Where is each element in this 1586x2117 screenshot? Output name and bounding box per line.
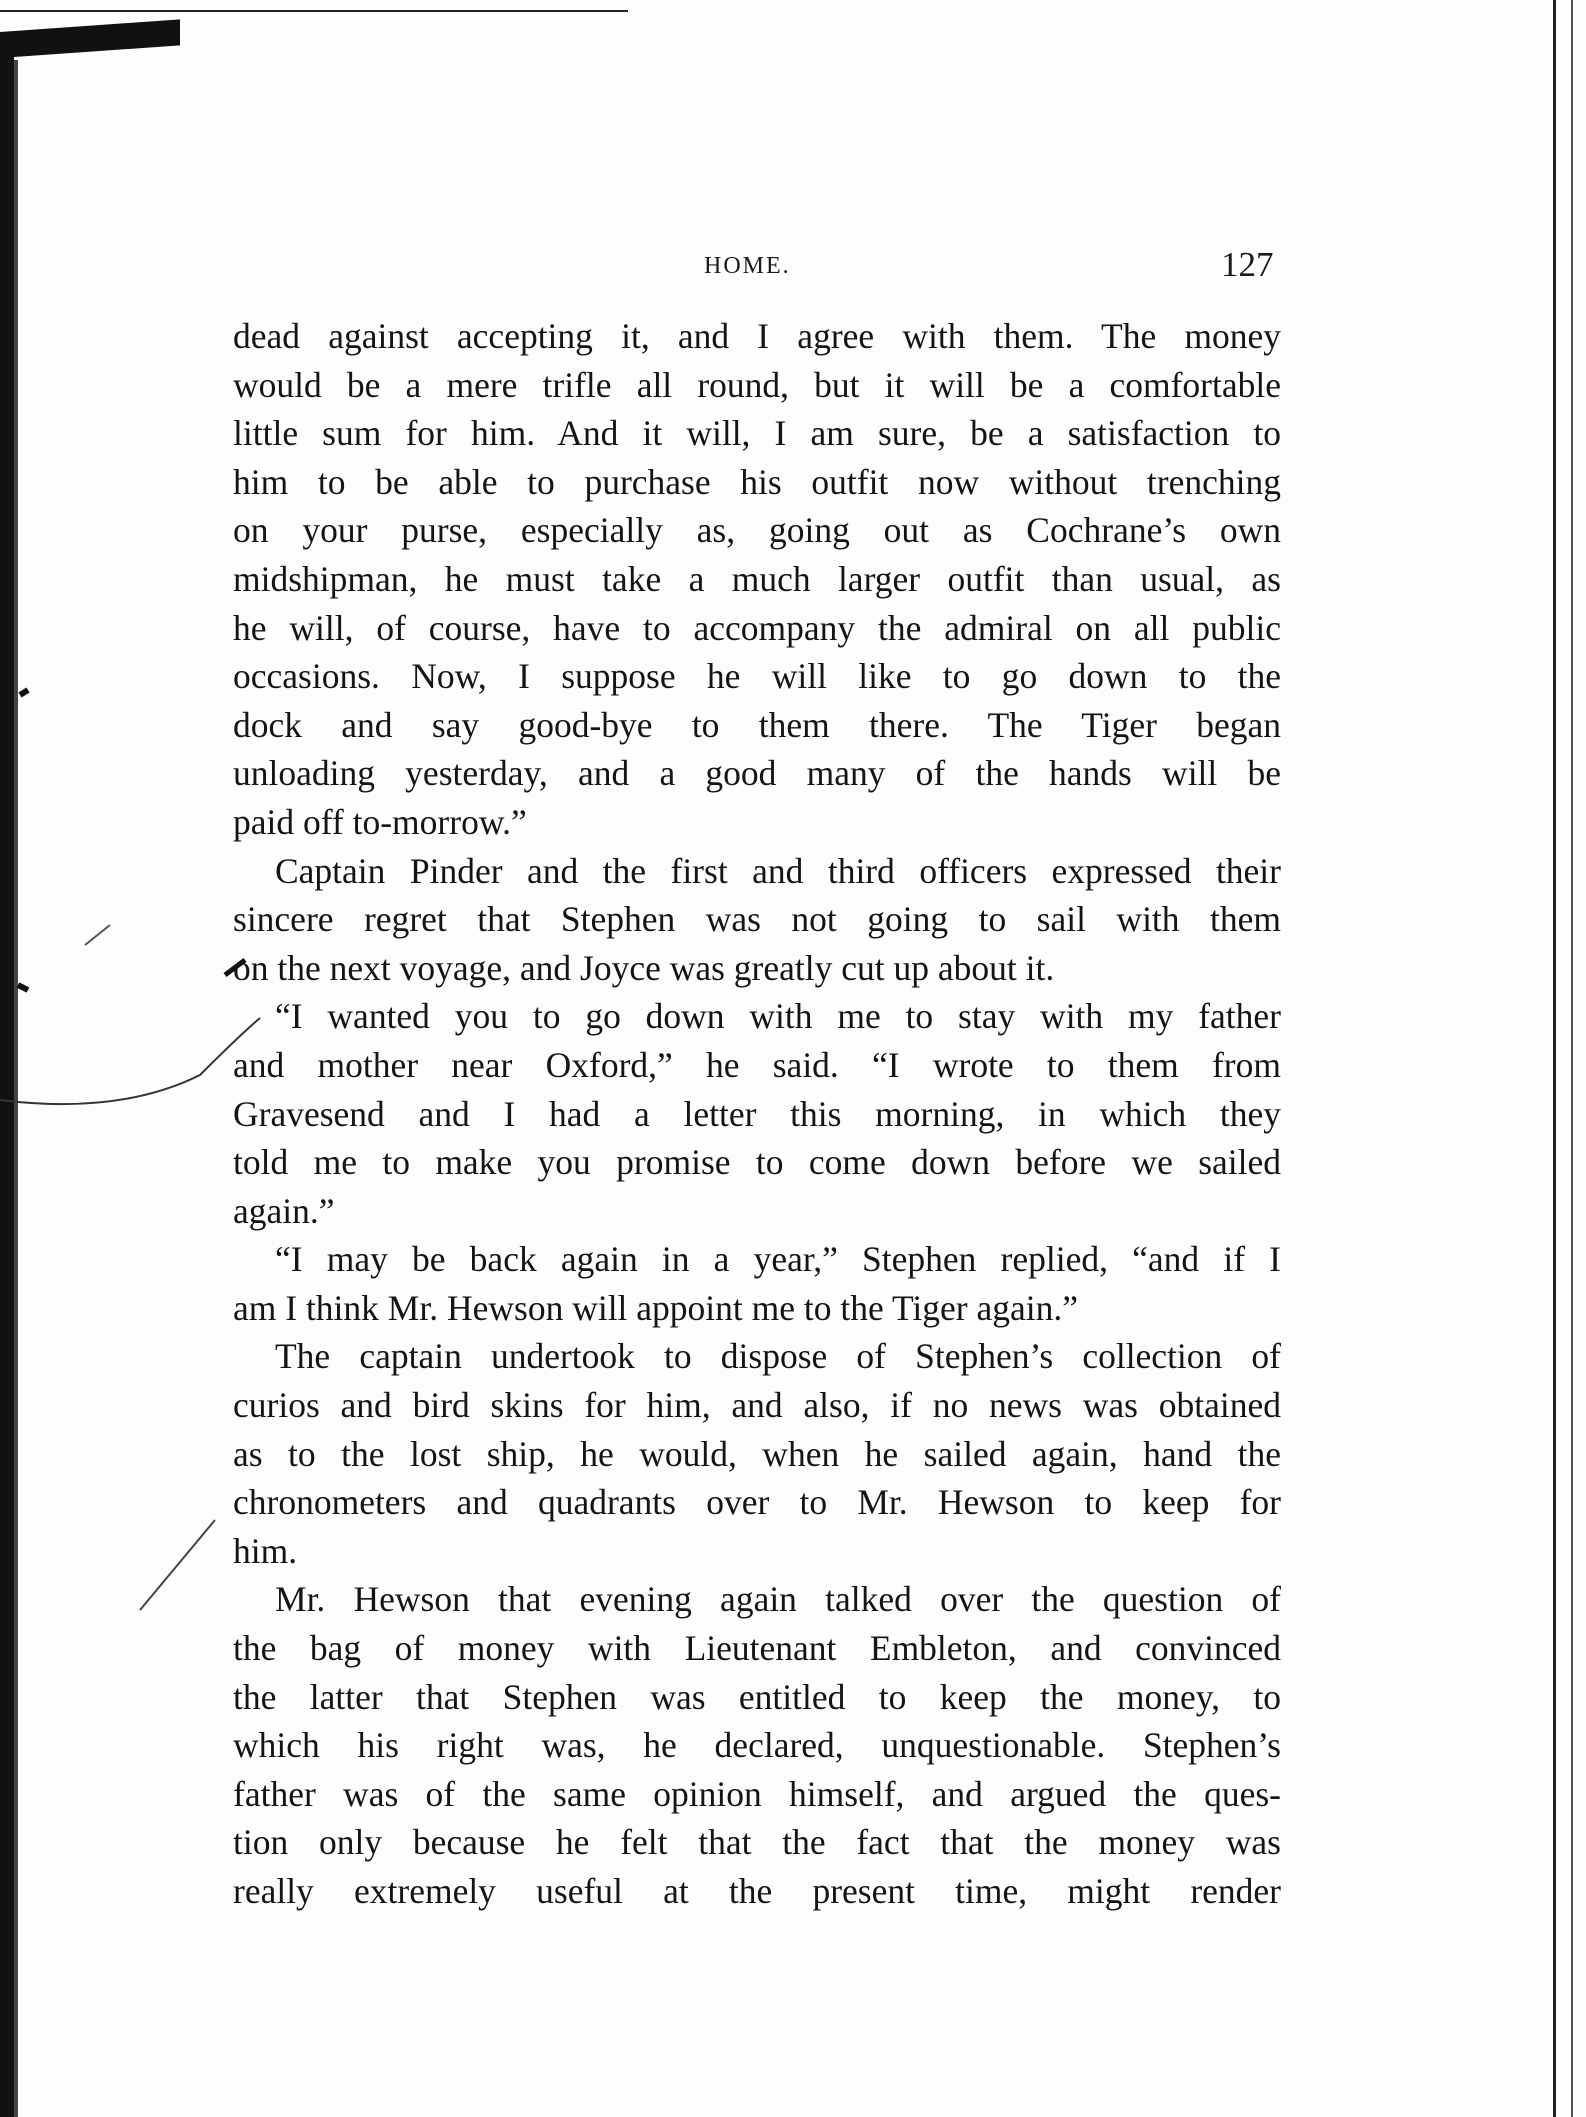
text-line: on your purse, especially as, going out as Cochrane’s own [233,510,1281,551]
text-line: him. [233,1530,298,1571]
text-line: told me to make you promise to come down before we sailed [233,1142,1281,1183]
text-line: “I may be back again in a year,” Stephen replied, “and if I [275,1239,1281,1280]
running-head-title: HOME. [704,253,791,279]
text-line: little sum for him. And it will, I am sure, be a satisfaction to [233,413,1281,454]
text-line: midshipman, he must take a much larger outfit than usual, as [233,558,1281,599]
text-line: as to the lost ship, he would, when he sailed again, hand the [233,1433,1281,1474]
text-line: again.” [233,1190,335,1231]
text-line: unloading yesterday, and a good many of the hands will be [233,753,1281,794]
paragraph [233,1235,1281,1332]
text-line: paid off to-morrow.” [233,801,527,842]
text-line: and mother near Oxford,” he said. “I wrote to them from [233,1044,1281,1085]
margin-slash-mark-2 [140,1520,215,1610]
running-head [0,245,1586,285]
text-line: curios and bird skins for him, and also, if no news was obtained [233,1385,1281,1426]
text-line: Captain Pinder and the first and third officers expressed their [275,850,1281,891]
paragraph [233,312,1281,847]
text-line: the latter that Stephen was entitled to keep the money, to [233,1676,1281,1717]
paragraph [233,1332,1281,1575]
text-line: dock and say good-bye to them there. The Tiger began [233,704,1281,745]
paragraph [233,847,1281,993]
paragraph [233,1575,1281,1915]
margin-dot-mark-2 [18,985,28,990]
margin-curve-mark [0,1018,260,1104]
text-line: chronometers and quadrants over to Mr. Hewson to keep for [233,1482,1281,1523]
text-line: the bag of money with Lieutenant Embleton, and convinced [233,1628,1281,1669]
text-line: Gravesend and I had a letter this morning, in which they [233,1093,1281,1134]
text-line: “I wanted you to go down with me to stay with my father [275,996,1281,1037]
text-line: The captain undertook to dispose of Stephen’s collection of [275,1336,1281,1377]
text-line: which his right was, he declared, unquestionable. Stephen’s [233,1725,1281,1766]
margin-slash-mark-1 [85,925,110,945]
text-line: occasions. Now, I suppose he will like to go down to the [233,656,1281,697]
text-line: would be a mere trifle all round, but it will be a comfortable [233,364,1281,405]
text-line: tion only because he felt that the fact that the money was [233,1822,1281,1863]
paragraph [233,992,1281,1235]
body-text [233,312,1281,1916]
text-line: on the next voyage, and Joyce was greatly cut up about it. [233,947,1055,988]
text-line: he will, of course, have to accompany the admiral on all public [233,607,1281,648]
text-line: him to be able to purchase his outfit now without trenching [233,461,1281,502]
page-number: 127 [1221,245,1274,284]
text-line: really extremely useful at the present time, might render [233,1871,1281,1911]
text-line: sincere regret that Stephen was not going to sail with them [233,899,1281,940]
text-line: Mr. Hewson that evening again talked over the question of [275,1579,1281,1620]
text-line: dead against accepting it, and I agree with them. The money [233,316,1281,356]
text-line: am I think Mr. Hewson will appoint me to the Tiger again.” [233,1287,1078,1328]
margin-dot-mark [20,690,28,695]
text-line: father was of the same opinion himself, and argued the ques- [233,1773,1281,1814]
